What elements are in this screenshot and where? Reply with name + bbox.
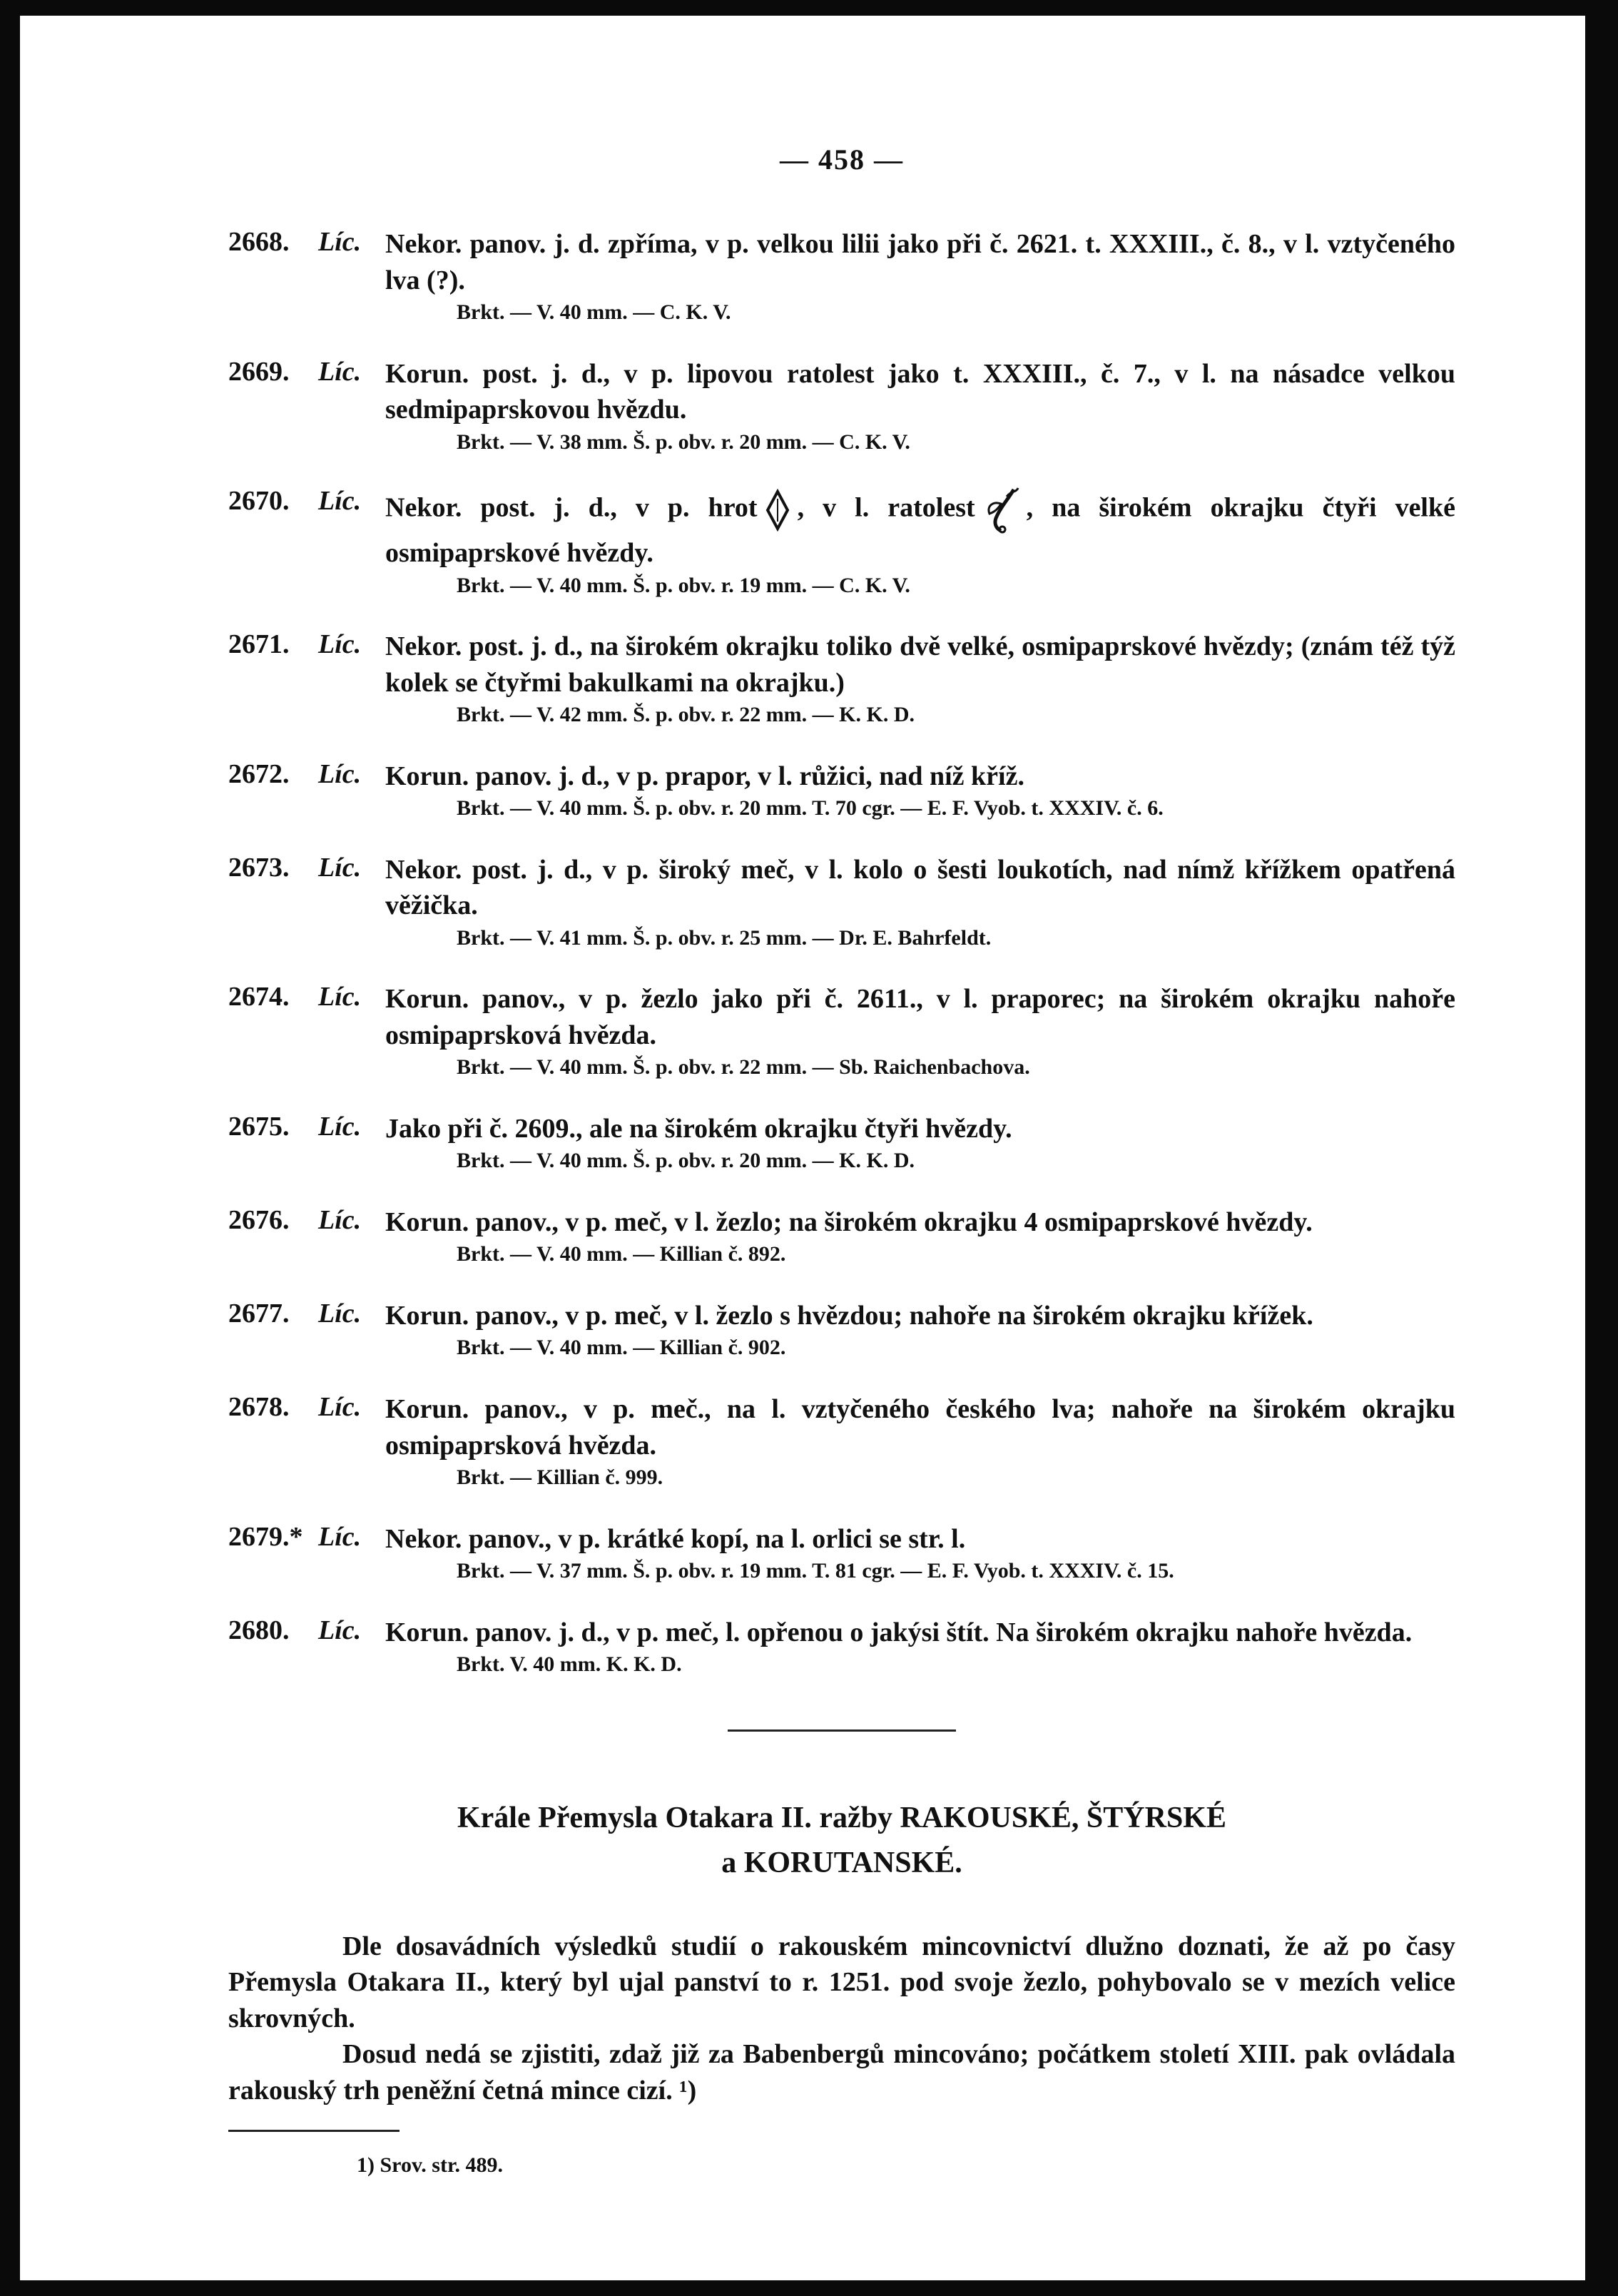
entry-description-part: , v l. ratolest — [797, 492, 975, 523]
entry-description: Korun. panov., v p. meč, v l. žezlo s hvězdou; nahoře na širokém okrajku křížek. — [385, 1300, 1313, 1331]
entry-reference: Brkt. — V. 40 mm. Š. p. obv. r. 22 mm. — Sb. Raichenbachova. — [457, 1055, 1030, 1080]
entry-description: Nekor. post. j. d., v p. široký meč, v l. kolo o šesti loukotích, nad nímž křížkem opatřená věžička. — [385, 854, 1455, 921]
catalog-entry — [228, 485, 1455, 600]
entry-description: Korun. panov., v p. meč., na l. vztyčeného českého lva; nahoře na širokém okrajku osmipaprsková hvězda. — [385, 1393, 1455, 1461]
entry-reference: Brkt. — V. 41 mm. Š. p. obv. r. 25 mm. — Dr. E. Bahrfeldt. — [457, 925, 992, 950]
entry-number: 2670. — [228, 486, 290, 517]
catalog-entry — [228, 1204, 1455, 1269]
entry-description: Korun. post. j. d., v p. lipovou ratolest jako t. XXXIII., č. 7., v l. na násadce velkou sedmipaprskovou hvězdu. — [385, 358, 1455, 425]
spearhead-icon — [762, 489, 793, 532]
entry-side-label: Líc. — [318, 1615, 362, 1645]
entry-number: 2673. — [228, 852, 290, 883]
footnote-divider — [228, 2130, 400, 2132]
entry-reference: Brkt. — Killian č. 999. — [457, 1466, 663, 1490]
catalog-entry — [228, 1521, 1455, 1586]
entry-reference: Brkt. — V. 37 mm. Š. p. obv. r. 19 mm. T. 81 cgr. — E. F. Vyob. t. XXXIV. č. 15. — [457, 1559, 1174, 1583]
entry-side-label: Líc. — [318, 1521, 362, 1552]
entry-reference: Brkt. — V. 40 mm. Š. p. obv. r. 19 mm. — C. K. V. — [457, 573, 910, 597]
entry-side-label: Líc. — [318, 852, 362, 883]
document-page — [228, 143, 1455, 2178]
entry-reference: Brkt. — V. 40 mm. — C. K. V. — [457, 300, 731, 325]
entry-description: Korun. panov., v p. žezlo jako při č. 2611., v l. praporec; na širokém okrajku nahoře osmipaprsková hvězda. — [385, 984, 1455, 1050]
entry-number: 2680. — [228, 1615, 290, 1645]
body-paragraph: Dosud nedá se zjistiti, zdaž již za Babenbergů mincováno; počátkem století XIII. pak ovládala rakouský trh peněžní četná mince cizí. ¹) — [228, 2039, 1455, 2105]
entry-description-part: Nekor. post. j. d., v p. hrot — [385, 492, 758, 523]
entry-description: Nekor. panov., v p. krátké kopí, na l. orlici se str. l. — [385, 1523, 966, 1554]
entry-description: Nekor. panov. j. d. zpříma, v p. velkou lilii jako při č. 2621. t. XXXIII., č. 8., v l. vztyčeného lva (?). — [385, 229, 1455, 295]
entry-description-part: , na širokém okrajku čtyři velké osmipaprskové hvězdy. — [385, 492, 1455, 569]
entry-description: Nekor. post. j. d., na širokém okrajku toliko dvě velké, osmipaprskové hvězdy; (znám též týž kolek se čtyřmi bakulkami na okrajku.) — [385, 631, 1455, 698]
scan-border-top — [0, 0, 1618, 16]
footnote: 1) Srov. str. 489. — [357, 2153, 504, 2178]
catalog-entry — [228, 1298, 1455, 1363]
entry-side-label: Líc. — [318, 1298, 362, 1329]
section-heading-line: a KORUTANSKÉ. — [721, 1846, 962, 1879]
body-paragraph: Dle dosavádních výsledků studií o rakouském mincovnictví dlužno doznati, že až po časy Přemysla Otakara II., který byl ujal panství to r. 1251. pod svoje žezlo, pohybovalo se v mezích velice skrovných. — [228, 1931, 1455, 2033]
entry-reference: Brkt. — V. 40 mm. Š. p. obv. r. 20 mm. T. 70 cgr. — E. F. Vyob. t. XXXIV. č. 6. — [457, 796, 1164, 821]
entry-side-label: Líc. — [318, 227, 362, 257]
section-heading — [228, 1796, 1455, 1886]
entry-reference: Brkt. — V. 42 mm. Š. p. obv. r. 22 mm. — K. K. D. — [457, 703, 915, 727]
entry-number: 2672. — [228, 758, 290, 789]
entry-number: 2676. — [228, 1204, 290, 1235]
entry-number: 2678. — [228, 1391, 290, 1422]
catalog-entry — [228, 226, 1455, 327]
catalog-entry — [228, 1111, 1455, 1176]
entry-side-label: Líc. — [318, 1111, 362, 1142]
entry-description — [385, 485, 1455, 572]
entry-number: 2675. — [228, 1111, 290, 1142]
entry-side-label: Líc. — [318, 758, 362, 789]
entry-description: Korun. panov. j. d., v p. meč, l. opřenou o jakýsi štít. Na širokém okrajku nahoře hvězda. — [385, 1617, 1413, 1647]
catalog-entry — [228, 852, 1455, 953]
catalog-entry — [228, 758, 1455, 823]
entry-number: 2668. — [228, 227, 290, 257]
entry-reference: Brkt. — V. 38 mm. Š. p. obv. r. 20 mm. — C. K. V. — [457, 430, 910, 454]
catalog-entry — [228, 981, 1455, 1082]
entry-description: Jako při č. 2609., ale na širokém okrajku čtyři hvězdy. — [385, 1113, 1012, 1144]
scan-border-bottom — [0, 2280, 1618, 2296]
entry-side-label: Líc. — [318, 486, 362, 517]
scan-border-right — [1585, 0, 1618, 2296]
entry-description: Korun. panov., v p. meč, v l. žezlo; na širokém okrajku 4 osmipaprskové hvězdy. — [385, 1207, 1313, 1237]
catalog-entry — [228, 1391, 1455, 1493]
section-heading-line: Krále Přemysla Otakara II. ražby RAKOUSKÉ, ŠTÝRSKÉ — [457, 1801, 1226, 1834]
entry-number: 2679.* — [228, 1521, 303, 1552]
section-divider — [728, 1729, 956, 1732]
entry-description: Korun. panov. j. d., v p. prapor, v l. růžici, nad níž kříž. — [385, 761, 1024, 791]
catalog-entry — [228, 1615, 1455, 1680]
entry-number: 2677. — [228, 1298, 290, 1329]
catalog-entry — [228, 629, 1455, 730]
entry-side-label: Líc. — [318, 1391, 362, 1422]
entry-reference: Brkt. — V. 40 mm. — Killian č. 892. — [457, 1242, 786, 1266]
entry-reference: Brkt. — V. 40 mm. — Killian č. 902. — [457, 1336, 786, 1360]
entry-number: 2674. — [228, 982, 290, 1012]
catalog-entry — [228, 356, 1455, 457]
entry-side-label: Líc. — [318, 982, 362, 1012]
entry-number: 2669. — [228, 356, 290, 387]
entry-reference: Brkt. — V. 40 mm. Š. p. obv. r. 20 mm. — K. K. D. — [457, 1149, 915, 1173]
entry-reference: Brkt. V. 40 mm. K. K. D. — [457, 1652, 682, 1677]
branch-icon — [980, 485, 1022, 535]
entry-side-label: Líc. — [318, 356, 362, 387]
entry-side-label: Líc. — [318, 1204, 362, 1235]
entry-number: 2671. — [228, 629, 290, 660]
entry-side-label: Líc. — [318, 629, 362, 660]
page-number: — 458 — — [780, 143, 904, 176]
scan-border-left — [0, 0, 20, 2296]
